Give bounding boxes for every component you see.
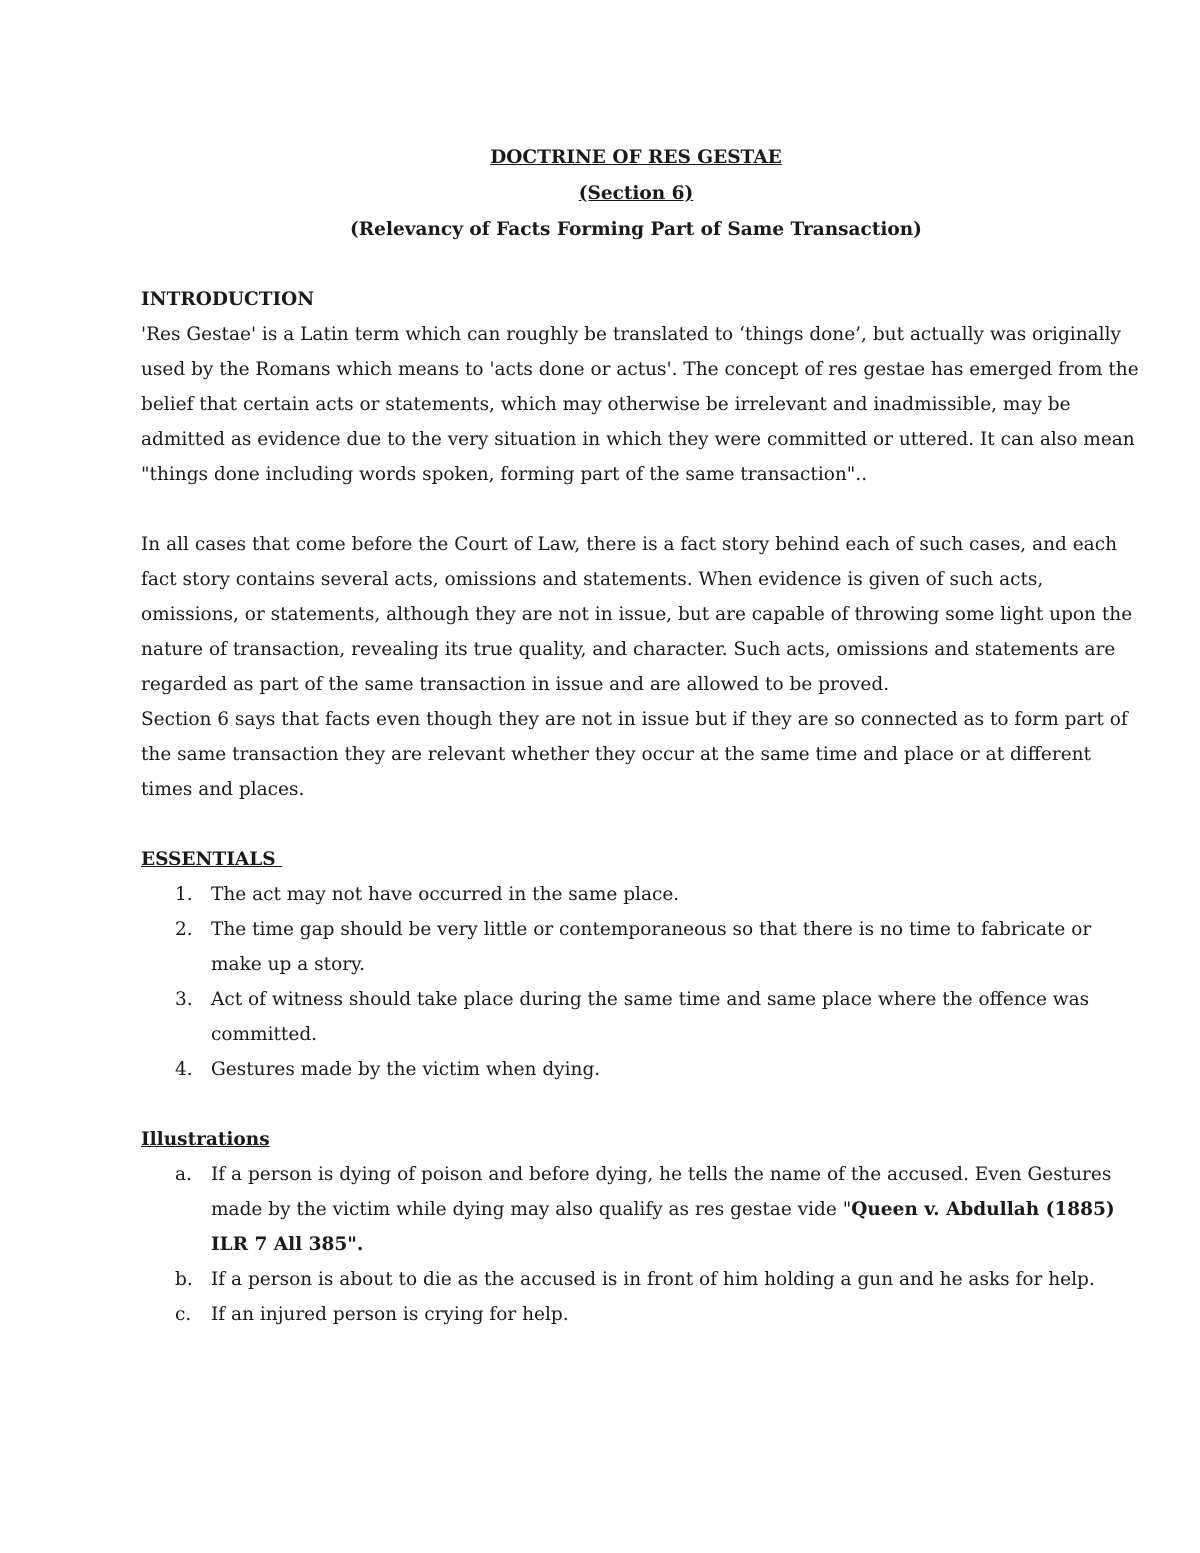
introduction-paragraph-1: 'Res Gestae' is a Latin term which can roughly be translated to ‘things done’, but actually was originally used by the Romans which means to 'acts done or actus'. The concept of res gestae has emerged from the belief that certain acts or statements, which may otherwise be irrelevant and inadmissible, may be admitted as evidence due to the very situation in which they were committed or uttered. It can also mean "things done including words spoken, forming part of the same transaction"..	[141, 324, 1139, 485]
introduction-paragraph-2: In all cases that come before the Court of Law, there is a fact story behind each of such cases, and each fact story contains several acts, omissions and statements. When evidence is given of such acts, omissions, or statements, although they are not in issue, but are capable of throwing some light upon the nature of transaction, revealing its true quality, and character. Such acts, omissions and statements are regarded as part of the same transaction in issue and are allowed to be proved.	[141, 534, 1133, 695]
list-marker: 1.	[175, 884, 193, 905]
section-reference: (Section 6)	[578, 183, 694, 204]
list-item	[141, 1052, 1141, 1087]
list-item-text: If a person is dying of poison and before dying, he tells the name of the accused. Even Gestures made by the victim while dying may also qualify as res gestae vide "	[211, 1164, 1112, 1220]
introduction-heading: INTRODUCTION	[141, 289, 315, 310]
illustrations-list	[141, 1157, 1141, 1332]
list-marker: 4.	[175, 1059, 193, 1080]
list-item	[141, 912, 1141, 982]
document-subtitle: (Relevancy of Facts Forming Part of Same Transaction)	[350, 219, 922, 240]
list-marker: b.	[175, 1269, 193, 1290]
document-body	[141, 140, 1141, 1332]
case-citation: Queen v. Abdullah (1885) ILR 7 All 385".	[211, 1199, 1115, 1255]
list-item	[141, 982, 1141, 1052]
list-item	[141, 1297, 1141, 1332]
essentials-heading: ESSENTIALS	[141, 849, 283, 870]
list-item-text: The time gap should be very little or contemporaneous so that there is no time to fabricate or make up a story.	[211, 919, 1092, 975]
list-marker: c.	[175, 1304, 192, 1325]
list-item-text: The act may not have occurred in the same place.	[211, 884, 680, 905]
list-item-text: If an injured person is crying for help.	[211, 1304, 569, 1325]
list-marker: a.	[175, 1164, 192, 1185]
list-item	[141, 877, 1141, 912]
illustrations-heading: Illustrations	[141, 1129, 270, 1150]
list-item-text: If a person is about to die as the accused is in front of him holding a gun and he asks for help.	[211, 1269, 1095, 1290]
list-item-text: Act of witness should take place during the same time and same place where the offence was committed.	[211, 989, 1090, 1045]
essentials-list	[141, 877, 1141, 1087]
list-item	[141, 1262, 1141, 1297]
document-title: DOCTRINE OF RES GESTAE	[490, 147, 782, 168]
title-block	[141, 140, 1131, 248]
list-marker: 2.	[175, 919, 193, 940]
introduction-paragraph-3: Section 6 says that facts even though they are not in issue but if they are so connected as to form part of the same transaction they are relevant whether they occur at the same time and place or at different times and places.	[141, 709, 1128, 800]
list-item-text: Gestures made by the victim when dying.	[211, 1059, 601, 1080]
list-marker: 3.	[175, 989, 193, 1010]
list-item	[141, 1157, 1141, 1262]
